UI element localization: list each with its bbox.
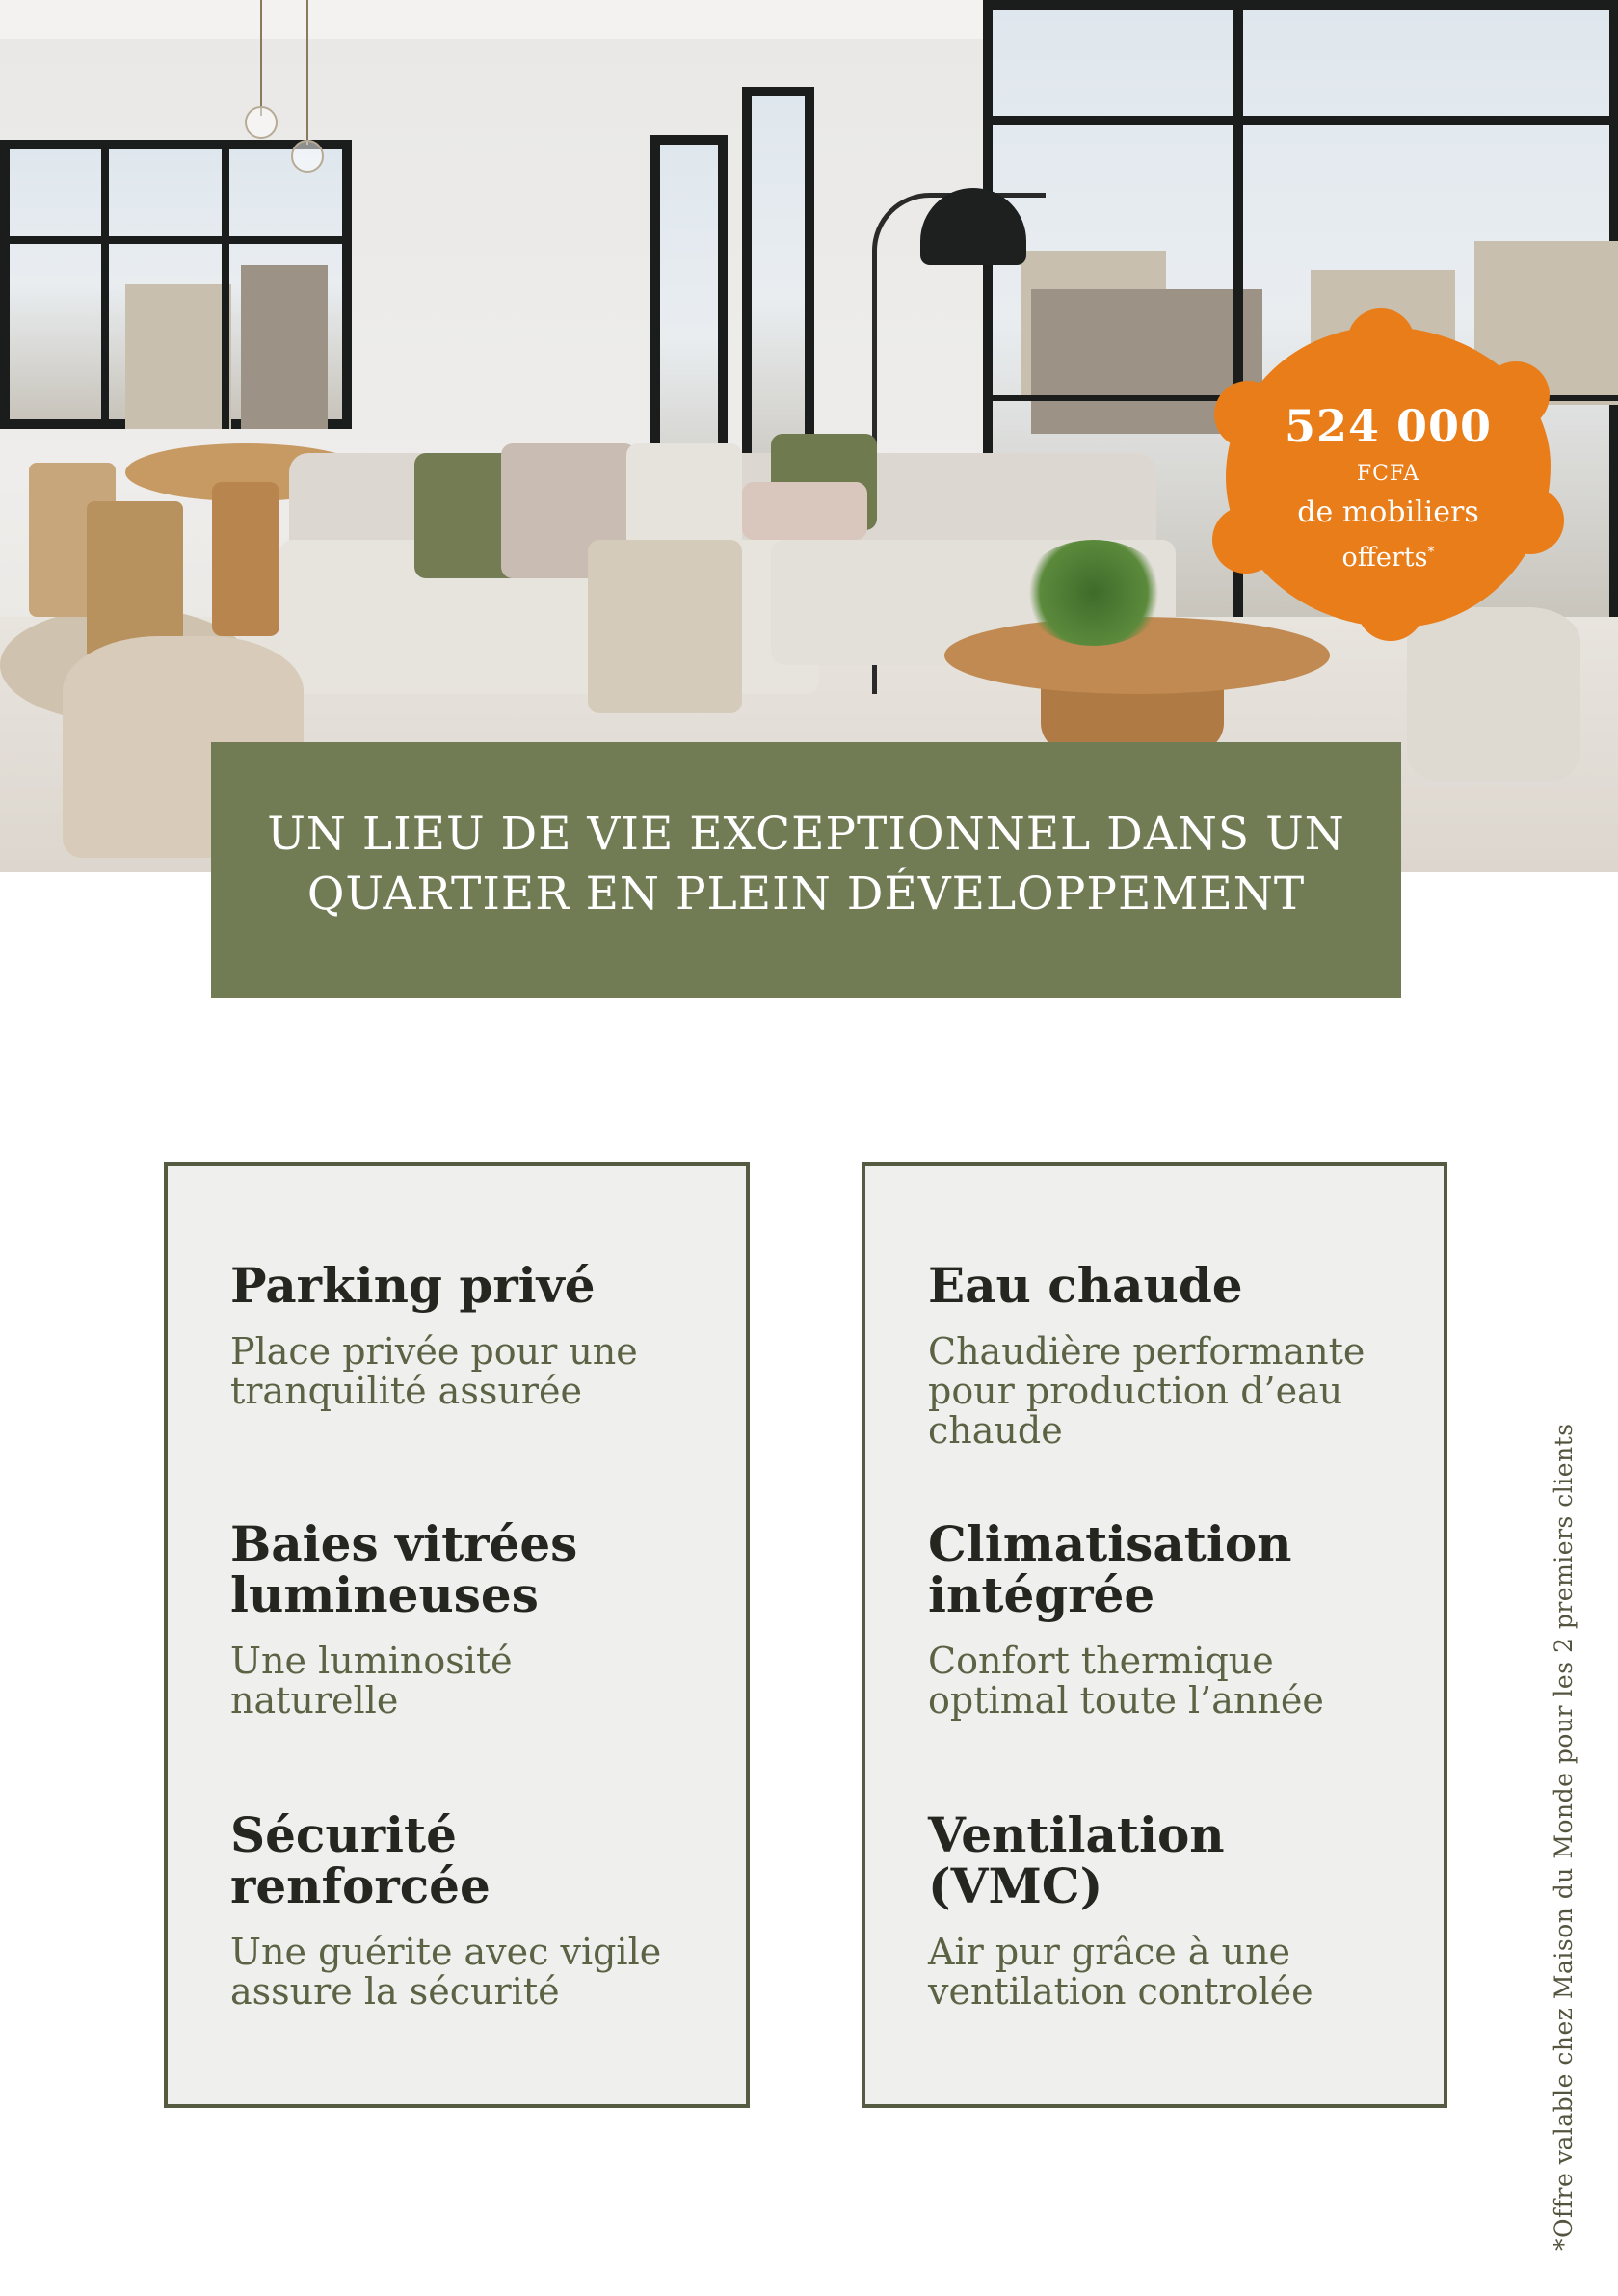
feature-desc-line: Une luminosité bbox=[230, 1640, 513, 1682]
feature-ventilation bbox=[928, 1806, 1313, 2013]
feature-title bbox=[230, 1515, 578, 1623]
feature-title bbox=[928, 1515, 1324, 1623]
features-card-right bbox=[862, 1162, 1447, 2108]
pouf bbox=[1407, 607, 1580, 781]
feature-title-line: intégrée bbox=[928, 1566, 1155, 1623]
feature-security bbox=[230, 1806, 662, 2013]
feature-desc-line: Une guérite avec vigile bbox=[230, 1931, 662, 1973]
badge-currency: FCFA bbox=[1356, 462, 1420, 486]
badge-asterisk: * bbox=[1427, 545, 1435, 560]
building bbox=[241, 265, 328, 429]
potted-plant bbox=[1021, 540, 1166, 646]
feature-description bbox=[230, 1642, 577, 1721]
offer-footnote: *Offre valable chez Maison du Monde pour les 2 premiers clients bbox=[1550, 1423, 1578, 2251]
feature-title-line: Sécurité bbox=[230, 1806, 457, 1863]
features-card-left bbox=[164, 1162, 750, 2108]
dining-table-leg bbox=[212, 482, 279, 636]
window-mullion bbox=[222, 149, 229, 429]
headline bbox=[267, 805, 1345, 924]
furniture-offer-badge bbox=[1232, 333, 1545, 622]
throw-blanket bbox=[588, 540, 742, 713]
headline-banner bbox=[211, 742, 1401, 998]
badge-line-1: de mobiliers bbox=[1297, 495, 1479, 529]
feature-desc-line: Place privée pour une bbox=[230, 1330, 638, 1373]
feature-title-line: renforcée bbox=[230, 1857, 491, 1914]
feature-desc-line: ventilation controlée bbox=[928, 1970, 1313, 2013]
feature-hot-water bbox=[928, 1257, 1366, 1452]
feature-parking bbox=[230, 1257, 638, 1412]
window-mullion bbox=[10, 236, 352, 244]
feature-title-line: Climatisation bbox=[928, 1515, 1292, 1572]
window-mullion bbox=[101, 149, 109, 429]
feature-title bbox=[928, 1257, 1365, 1314]
pendant-light bbox=[245, 106, 278, 139]
pendant-wire bbox=[260, 0, 262, 116]
badge-scallop bbox=[1357, 574, 1424, 641]
badge-amount: 524 000 bbox=[1284, 400, 1493, 452]
feature-desc-line: optimal toute l’année bbox=[928, 1679, 1324, 1722]
feature-title bbox=[230, 1806, 661, 1914]
badge-offered: offerts bbox=[1341, 543, 1428, 573]
feature-air-conditioning bbox=[928, 1515, 1324, 1722]
window-left bbox=[0, 140, 352, 429]
headline-line-1: UN LIEU DE VIE EXCEPTIONNEL DANS UN bbox=[267, 807, 1345, 861]
feature-description bbox=[928, 1642, 1324, 1721]
feature-title bbox=[928, 1806, 1313, 1914]
cushion bbox=[742, 482, 867, 540]
feature-desc-line: naturelle bbox=[230, 1679, 399, 1722]
window-mullion bbox=[993, 116, 1618, 125]
feature-desc-line: Chaudière performante bbox=[928, 1330, 1366, 1373]
feature-desc-line: pour production d’eau bbox=[928, 1370, 1343, 1412]
pendant-light bbox=[291, 140, 324, 173]
feature-desc-line: chaude bbox=[928, 1409, 1063, 1452]
headline-line-2: QUARTIER EN PLEIN DÉVELOPPEMENT bbox=[306, 867, 1306, 921]
building bbox=[125, 284, 231, 429]
feature-title-line: Baies vitrées bbox=[230, 1515, 578, 1572]
feature-desc-line: tranquilité assurée bbox=[230, 1370, 582, 1412]
feature-windows bbox=[230, 1515, 578, 1722]
feature-description bbox=[928, 1332, 1365, 1451]
feature-description bbox=[230, 1332, 638, 1411]
feature-desc-line: assure la sécurité bbox=[230, 1970, 560, 2013]
feature-description bbox=[928, 1933, 1313, 2012]
feature-title-line: (VMC) bbox=[928, 1857, 1103, 1914]
feature-title-line: Ventilation bbox=[928, 1806, 1225, 1863]
feature-title-line: lumineuses bbox=[230, 1566, 539, 1623]
pendant-wire bbox=[306, 0, 308, 145]
feature-desc-line: Confort thermique bbox=[928, 1640, 1274, 1682]
feature-title-line: Eau chaude bbox=[928, 1257, 1243, 1314]
feature-description bbox=[230, 1933, 661, 2012]
badge-line-2 bbox=[1232, 543, 1545, 573]
feature-desc-line: Air pur grâce à une bbox=[928, 1931, 1291, 1973]
feature-title-line: Parking privé bbox=[230, 1257, 596, 1314]
feature-title bbox=[230, 1257, 638, 1314]
